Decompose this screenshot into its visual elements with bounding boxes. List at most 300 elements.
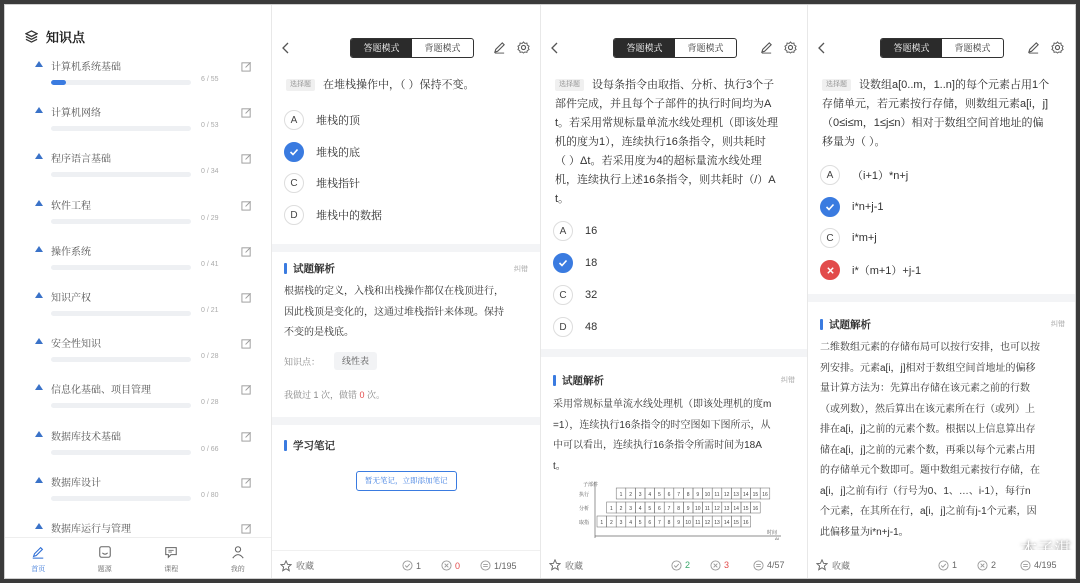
wrong-count: [977, 560, 996, 571]
practice-mode-tab[interactable]: 答题模式: [351, 39, 412, 57]
knowledge-item[interactable]: [5, 465, 271, 511]
text-line-content: 移量为（ ）。: [822, 136, 886, 148]
edit-icon[interactable]: [493, 41, 506, 54]
diagram-cell-number: 16: [762, 492, 768, 498]
progress-bar: [51, 450, 191, 455]
triangle-icon: [35, 153, 43, 159]
analysis-title: 试题解析: [562, 375, 604, 387]
option-text: 32: [585, 289, 598, 301]
diagram-cell-number: 13: [714, 520, 720, 526]
page-indicator[interactable]: [1020, 560, 1057, 571]
text-line: [284, 323, 504, 344]
knowledge-item-label: 数据库设计: [51, 477, 101, 489]
tab-label: 我的: [230, 565, 245, 573]
diagram-cell-number: 5: [658, 492, 661, 498]
knowledge-item[interactable]: [5, 234, 271, 280]
knowledge-item-count: 0 / 29: [201, 214, 219, 222]
text-line-content: 机的度为1），连续执行16条指令，则共耗时: [555, 136, 766, 148]
knowledge-item-label: 软件工程: [51, 200, 91, 212]
cross-circle-icon: [710, 560, 721, 571]
notes-header: [284, 438, 335, 453]
progress-fill: [51, 80, 66, 85]
progress-bar: [51, 403, 191, 408]
page-indicator[interactable]: [480, 560, 517, 571]
text-line-content: 排在a[i，j]之前的元素个数。根据以上信息算出存: [820, 424, 1036, 435]
option-b[interactable]: [553, 253, 597, 273]
knowledge-item[interactable]: [5, 326, 271, 372]
triangle-icon: [35, 246, 43, 252]
check-icon: [553, 253, 573, 273]
diagram-cell-number: 10: [695, 506, 701, 512]
edit-icon[interactable]: [760, 41, 773, 54]
edit-icon[interactable]: [241, 105, 252, 123]
diagram-cell-number: 10: [685, 520, 691, 526]
attempt-wrong-count: 0: [359, 390, 365, 400]
knowledge-item-label: 操作系统: [51, 246, 91, 258]
edit-icon[interactable]: [241, 151, 252, 169]
text-line-content: 因此栈顶是变化的，这通过堆栈指针来体现。保持: [284, 306, 504, 318]
knowledge-item-label: 信息化基础、项目管理: [51, 385, 151, 397]
option-text: i*（m+1）+j-1: [852, 265, 922, 278]
option-a[interactable]: [820, 165, 908, 185]
diagram-row-label: 执行: [579, 492, 590, 498]
question-text: 在堆栈操作中，（ ）保持不变。: [323, 79, 475, 91]
cross-circle-icon: [977, 560, 988, 571]
option-a[interactable]: [284, 110, 360, 130]
option-text: 16: [585, 225, 598, 237]
knowledge-point-label: 知识点：: [284, 356, 321, 367]
question-stem: [555, 76, 795, 209]
text-line: [555, 133, 795, 152]
diagram-cell-number: 12: [714, 506, 720, 512]
diagram-cell-number: 3: [638, 492, 642, 498]
edit-icon[interactable]: [241, 198, 252, 216]
knowledge-item[interactable]: [5, 280, 271, 326]
layers-icon: [25, 30, 38, 43]
tab-label: 课程: [164, 565, 179, 573]
mode-switch: [613, 38, 737, 58]
settings-gear-icon[interactable]: [1051, 41, 1064, 54]
section-separator: [272, 417, 540, 425]
page-indicator-value: 1/195: [494, 560, 517, 571]
text-line-content: （ ）Δt。若采用度为4的超标量流水线处理: [555, 155, 762, 167]
option-text: 堆栈指针: [316, 178, 360, 191]
text-line-content: （0≤i≤m，1≤j≤n）相对于数组空间首地址的偏: [822, 117, 1044, 129]
text-line: [555, 171, 795, 190]
option-letter: C: [284, 173, 304, 193]
report-error-link[interactable]: 纠错: [514, 266, 528, 273]
text-line: [555, 152, 795, 171]
timing-diagram: [577, 478, 787, 542]
text-line: [555, 95, 795, 114]
text-line-content: =1），连续执行16条指令的时空图如下图所示，从: [553, 419, 771, 431]
tab-pen[interactable]: [5, 538, 72, 579]
triangle-icon: [35, 107, 43, 113]
knowledge-point-chip[interactable]: 线性表: [334, 352, 377, 370]
option-letter: A: [284, 110, 304, 130]
correct-count: [671, 560, 690, 571]
knowledge-item-label: 计算机网络: [51, 108, 101, 120]
question-type-tag: 选择题: [555, 79, 584, 91]
knowledge-list: [5, 49, 271, 557]
triangle-icon: [35, 431, 43, 437]
text-line: [822, 133, 1070, 152]
list-circle-icon: [1020, 560, 1031, 571]
favorite-button[interactable]: [549, 559, 583, 572]
triangle-icon: [35, 477, 43, 483]
option-c[interactable]: [284, 173, 360, 193]
option-letter: A: [553, 221, 573, 241]
check-circle-icon: [402, 560, 413, 571]
edit-icon[interactable]: [241, 336, 252, 354]
chat-icon: [164, 545, 178, 561]
progress-bar: [51, 496, 191, 501]
page-indicator-value: 4/57: [767, 560, 785, 570]
page-indicator[interactable]: [753, 560, 785, 571]
wrong-count-value: 0: [455, 560, 461, 571]
star-icon: [280, 560, 292, 572]
option-text: （i+1）*n+j: [852, 170, 909, 182]
practice-mode-tab[interactable]: 答题模式: [881, 39, 942, 57]
report-error-link[interactable]: 纠错: [781, 377, 795, 384]
option-text: 48: [585, 321, 598, 333]
diagram-cell-number: 11: [704, 506, 711, 512]
question-stem: [286, 76, 475, 95]
diagram-cell-number: 5: [648, 506, 652, 512]
triangle-icon: [35, 61, 43, 67]
text-line: [820, 461, 1040, 482]
recite-mode-tab[interactable]: 背题模式: [954, 43, 991, 53]
add-note-button[interactable]: 暂无笔记，立即添加笔记: [356, 471, 457, 491]
correct-count: [938, 560, 957, 571]
knowledge-item-label: 程序语言基础: [51, 154, 111, 166]
text-line-content: t。若采用常规标量单流水线处理机（即该处理: [555, 117, 779, 129]
diagram-cell-number: 6: [658, 506, 661, 512]
check-circle-icon: [938, 560, 949, 571]
progress-bar: [51, 265, 191, 270]
option-letter: D: [284, 205, 304, 225]
option-letter: C: [820, 228, 840, 248]
analysis-text: [553, 395, 771, 477]
edit-icon[interactable]: [241, 429, 252, 447]
edit-icon[interactable]: [1027, 41, 1040, 54]
text-line: [553, 416, 771, 437]
knowledge-item-count: 0 / 34: [201, 168, 219, 176]
tab-label: 题源: [97, 565, 112, 573]
diagram-cell-number: 14: [723, 520, 730, 526]
text-line-content: 此偏移量为i*n+j-1。: [820, 526, 909, 538]
option-b[interactable]: [284, 142, 360, 162]
knowledge-item-count: 0 / 28: [201, 353, 219, 361]
option-d[interactable]: [820, 260, 921, 280]
diagram-cell-number: 12: [723, 492, 730, 498]
text-line: [284, 303, 504, 324]
attempt-stat-suffix: 次。: [364, 390, 386, 400]
diagram-cell-number: 8: [667, 520, 671, 526]
knowledge-item-count: 6 / 55: [201, 76, 219, 83]
diagram-cell-number: 14: [743, 492, 749, 498]
knowledge-title: 知识点: [46, 30, 86, 45]
diagram-cell-number: 3: [629, 506, 632, 512]
diagram-cell-number: 2: [610, 520, 613, 526]
progress-bar: [51, 126, 191, 131]
knowledge-item-label: 数据库技术基础: [51, 431, 121, 443]
question-type-tag: 选择题: [286, 79, 315, 91]
mode-switch: [350, 38, 474, 58]
analysis-title: 试题解析: [829, 319, 871, 331]
star-icon: [549, 559, 561, 571]
diagram-x-label: 时间: [767, 530, 778, 536]
text-line: [555, 76, 795, 95]
diagram-cell-number: 7: [677, 492, 680, 498]
favorite-label: 收藏: [565, 560, 584, 571]
screenshot-frame: [4, 4, 1076, 579]
tab-smile-box[interactable]: [72, 538, 139, 579]
diagram-cell-number: 6: [667, 492, 671, 498]
option-text: i*m+j: [852, 232, 877, 245]
text-line-content: （或列数），然后算出在该元素所在行（或列）上: [820, 403, 1035, 415]
knowledge-item[interactable]: [5, 372, 271, 418]
recite-mode-tab[interactable]: 背题模式: [424, 43, 461, 53]
diagram-cell-number: 1: [610, 506, 613, 512]
question-footer: [272, 550, 540, 579]
question-stem: [822, 76, 1070, 152]
diagram-cell-number: 13: [733, 492, 739, 498]
knowledge-item-label: 安全性知识: [51, 339, 101, 351]
option-text: 18: [585, 257, 598, 269]
favorite-label: 收藏: [832, 560, 851, 571]
diagram-cell-number: 14: [733, 506, 739, 512]
text-line-content: 中可以看出，连续执行16条指令所需时间为18A: [553, 440, 762, 451]
text-line-content: 列安排。元素a[i，j]相对于数组空间首地址的偏移: [820, 362, 1036, 374]
section-separator: [541, 349, 807, 357]
correct-count-value: 1: [416, 560, 422, 571]
knowledge-point-row: [284, 352, 377, 370]
text-line: [822, 76, 1070, 95]
report-error-link[interactable]: 纠错: [1051, 321, 1065, 328]
knowledge-item-label: 数据库运行与管理: [51, 523, 131, 535]
triangle-icon: [35, 338, 43, 344]
correct-count-value: 1: [952, 560, 958, 570]
triangle-icon: [35, 292, 43, 298]
knowledge-item-count: 0 / 80: [201, 491, 219, 499]
diagram-cell-number: 2: [629, 492, 632, 498]
diagram-cell-number: 5: [638, 520, 642, 526]
knowledge-header: [25, 27, 85, 46]
text-line: [553, 395, 771, 416]
section-separator: [272, 244, 540, 252]
list-circle-icon: [753, 560, 764, 571]
check-circle-icon: [671, 560, 682, 571]
edit-icon[interactable]: [241, 59, 252, 77]
attempt-stat: [284, 388, 385, 401]
text-line-content: t。: [553, 460, 566, 472]
knowledge-item-count: 0 / 41: [201, 260, 219, 268]
triangle-icon: [35, 200, 43, 206]
diagram-cell-number: 9: [686, 506, 690, 512]
text-line-content: 根据栈的定义，入栈和出栈操作都仅在栈顶进行，: [284, 286, 504, 297]
progress-bar: [51, 219, 191, 224]
diagram-y-label: 子部件: [583, 482, 599, 488]
pen-icon: [31, 545, 45, 561]
cross-icon: [820, 260, 840, 280]
text-line-content: 二维数组元素的存储布局可以按行安排，也可以按: [820, 342, 1040, 353]
correct-count: [402, 560, 421, 571]
knowledge-item-count: 0 / 28: [201, 399, 219, 407]
diagram-cell-number: 10: [704, 492, 711, 498]
text-line-content: 采用常规标量单流水线处理机（即该处理机的度m: [553, 399, 772, 410]
back-arrow-icon[interactable]: [549, 41, 561, 55]
text-line-content: a[i，j]之前有i行（行号为0、1、…、i-1），每行n: [820, 485, 1031, 497]
diagram-cell-number: 7: [667, 506, 671, 512]
recite-mode-tab[interactable]: 背题模式: [687, 43, 724, 53]
text-line-content: 不变的是栈底。: [284, 327, 354, 338]
option-d[interactable]: [284, 205, 382, 225]
notes-title: 学习笔记: [293, 440, 335, 452]
text-line-content: 存储单元，若元素按行存储，则数组元素a[i，j]: [822, 98, 1049, 110]
practice-mode-tab[interactable]: 答题模式: [614, 39, 675, 57]
diagram-cell-number: 1: [619, 492, 623, 498]
check-icon: [820, 197, 840, 217]
attempt-stat-prefix: 我做过 1 次，做错: [284, 390, 360, 400]
diagram-cell-number: 16: [752, 506, 759, 512]
text-line-content: 个元素，在其所在行，a[i，j]之前有j-1个元素，因: [820, 506, 1037, 517]
back-arrow-icon[interactable]: [280, 41, 292, 55]
question-panel-3: [808, 5, 1076, 579]
text-line: [822, 95, 1070, 114]
diagram-cell-number: 9: [677, 520, 680, 526]
favorite-button[interactable]: [816, 559, 850, 572]
progress-bar: [51, 311, 191, 316]
list-circle-icon: [480, 560, 491, 571]
diagram-row-label: 分析: [579, 506, 590, 512]
text-line-content: 部件完成，并且每个子部件的执行时间均为A: [555, 98, 772, 110]
bottom-tabbar: [5, 537, 271, 579]
text-line: [820, 420, 1040, 441]
option-c[interactable]: [553, 285, 597, 305]
text-line: [284, 282, 504, 303]
text-line: [553, 436, 771, 457]
tab-user[interactable]: [205, 538, 272, 579]
analysis-text: [820, 338, 1040, 543]
diagram-cell-number: 15: [743, 506, 749, 512]
option-b[interactable]: [820, 197, 884, 217]
text-line: [820, 359, 1040, 380]
diagram-cell-number: 1: [600, 520, 604, 526]
knowledge-item[interactable]: [5, 141, 271, 187]
analysis-text: [284, 282, 504, 344]
cross-circle-icon: [441, 560, 452, 571]
analysis-header: [820, 317, 871, 332]
triangle-icon: [35, 384, 43, 390]
knowledge-item[interactable]: [5, 419, 271, 465]
check-icon: [284, 142, 304, 162]
diagram-cell-number: 11: [714, 492, 720, 498]
option-text: 堆栈中的数据: [316, 210, 382, 223]
text-line: [555, 190, 795, 209]
text-line-content: 储在a[i，j]之前的元素个数，再乘以每个元素占用: [820, 444, 1036, 456]
knowledge-item[interactable]: [5, 49, 271, 95]
edit-icon[interactable]: [241, 244, 252, 262]
diagram-cell-number: 9: [696, 492, 700, 498]
option-text: 堆栈的顶: [316, 115, 360, 127]
option-a[interactable]: [553, 221, 597, 241]
mode-switch: [880, 38, 1004, 58]
diagram-cell-number: 4: [629, 520, 632, 526]
correct-count-value: 2: [685, 560, 691, 570]
tab-chat[interactable]: [138, 538, 205, 579]
wrong-count-value: 3: [724, 560, 730, 570]
option-text: 堆栈的底: [316, 146, 360, 159]
diagram-cell-number: 15: [733, 520, 739, 526]
diagram-x-unit: Δt: [775, 536, 779, 541]
analysis-header: [284, 261, 335, 276]
diagram-cell-number: 13: [723, 506, 730, 512]
diagram-cell-number: 3: [619, 520, 623, 526]
knowledge-panel: [5, 5, 271, 579]
diagram-cell-number: 12: [704, 520, 711, 526]
text-line: [820, 502, 1040, 523]
knowledge-item[interactable]: [5, 188, 271, 234]
knowledge-item-count: 0 / 66: [201, 445, 219, 453]
diagram-cell-number: 16: [743, 520, 749, 526]
option-d[interactable]: [553, 317, 597, 337]
knowledge-item-count: 0 / 53: [201, 122, 219, 130]
settings-gear-icon[interactable]: [517, 41, 530, 54]
diagram-cell-number: 6: [648, 520, 652, 526]
progress-bar: [51, 357, 191, 362]
text-line: [820, 338, 1040, 359]
edit-icon[interactable]: [241, 382, 252, 400]
edit-icon[interactable]: [241, 290, 252, 308]
favorite-button[interactable]: [280, 559, 314, 572]
text-line-content: 的存储单元个数即可。题中数组元素按行存储，在: [820, 465, 1040, 476]
text-line-content: t。: [555, 193, 570, 205]
wrong-count-value: 2: [991, 560, 997, 570]
option-c[interactable]: [820, 228, 877, 248]
text-line-content: 机，连续执行上述16条指令，则共耗时（/）A: [555, 174, 776, 186]
user-icon: [231, 545, 245, 561]
progress-bar: [51, 172, 191, 177]
knowledge-item-label: 知识产权: [51, 292, 91, 304]
knowledge-item[interactable]: [5, 95, 271, 141]
text-line: [820, 400, 1040, 421]
text-line: [822, 114, 1070, 133]
page-indicator-value: 4/195: [1034, 560, 1057, 570]
edit-icon[interactable]: [241, 475, 252, 493]
settings-gear-icon[interactable]: [784, 41, 797, 54]
favorite-label: 收藏: [296, 561, 315, 571]
option-text: i*n+j-1: [852, 200, 884, 213]
diagram-cell-number: 4: [648, 492, 652, 498]
text-line: [555, 114, 795, 133]
wrong-count: [441, 560, 460, 571]
text-line-content: 设每条指令由取指、分析、执行3个子: [592, 79, 775, 91]
knowledge-item-count: 0 / 21: [201, 306, 219, 314]
question-panel-2: [541, 5, 807, 579]
option-letter: C: [553, 285, 573, 305]
progress-bar: [51, 80, 191, 85]
back-arrow-icon[interactable]: [816, 41, 828, 55]
text-line: [820, 523, 1040, 544]
section-separator: [808, 294, 1076, 302]
diagram-cell-number: 8: [686, 492, 690, 498]
text-line: [820, 379, 1040, 400]
analysis-title: 试题解析: [293, 263, 335, 275]
question-footer: [808, 550, 1076, 579]
diagram-cell-number: 11: [695, 520, 701, 526]
diagram-row-label: 取指: [579, 520, 590, 526]
